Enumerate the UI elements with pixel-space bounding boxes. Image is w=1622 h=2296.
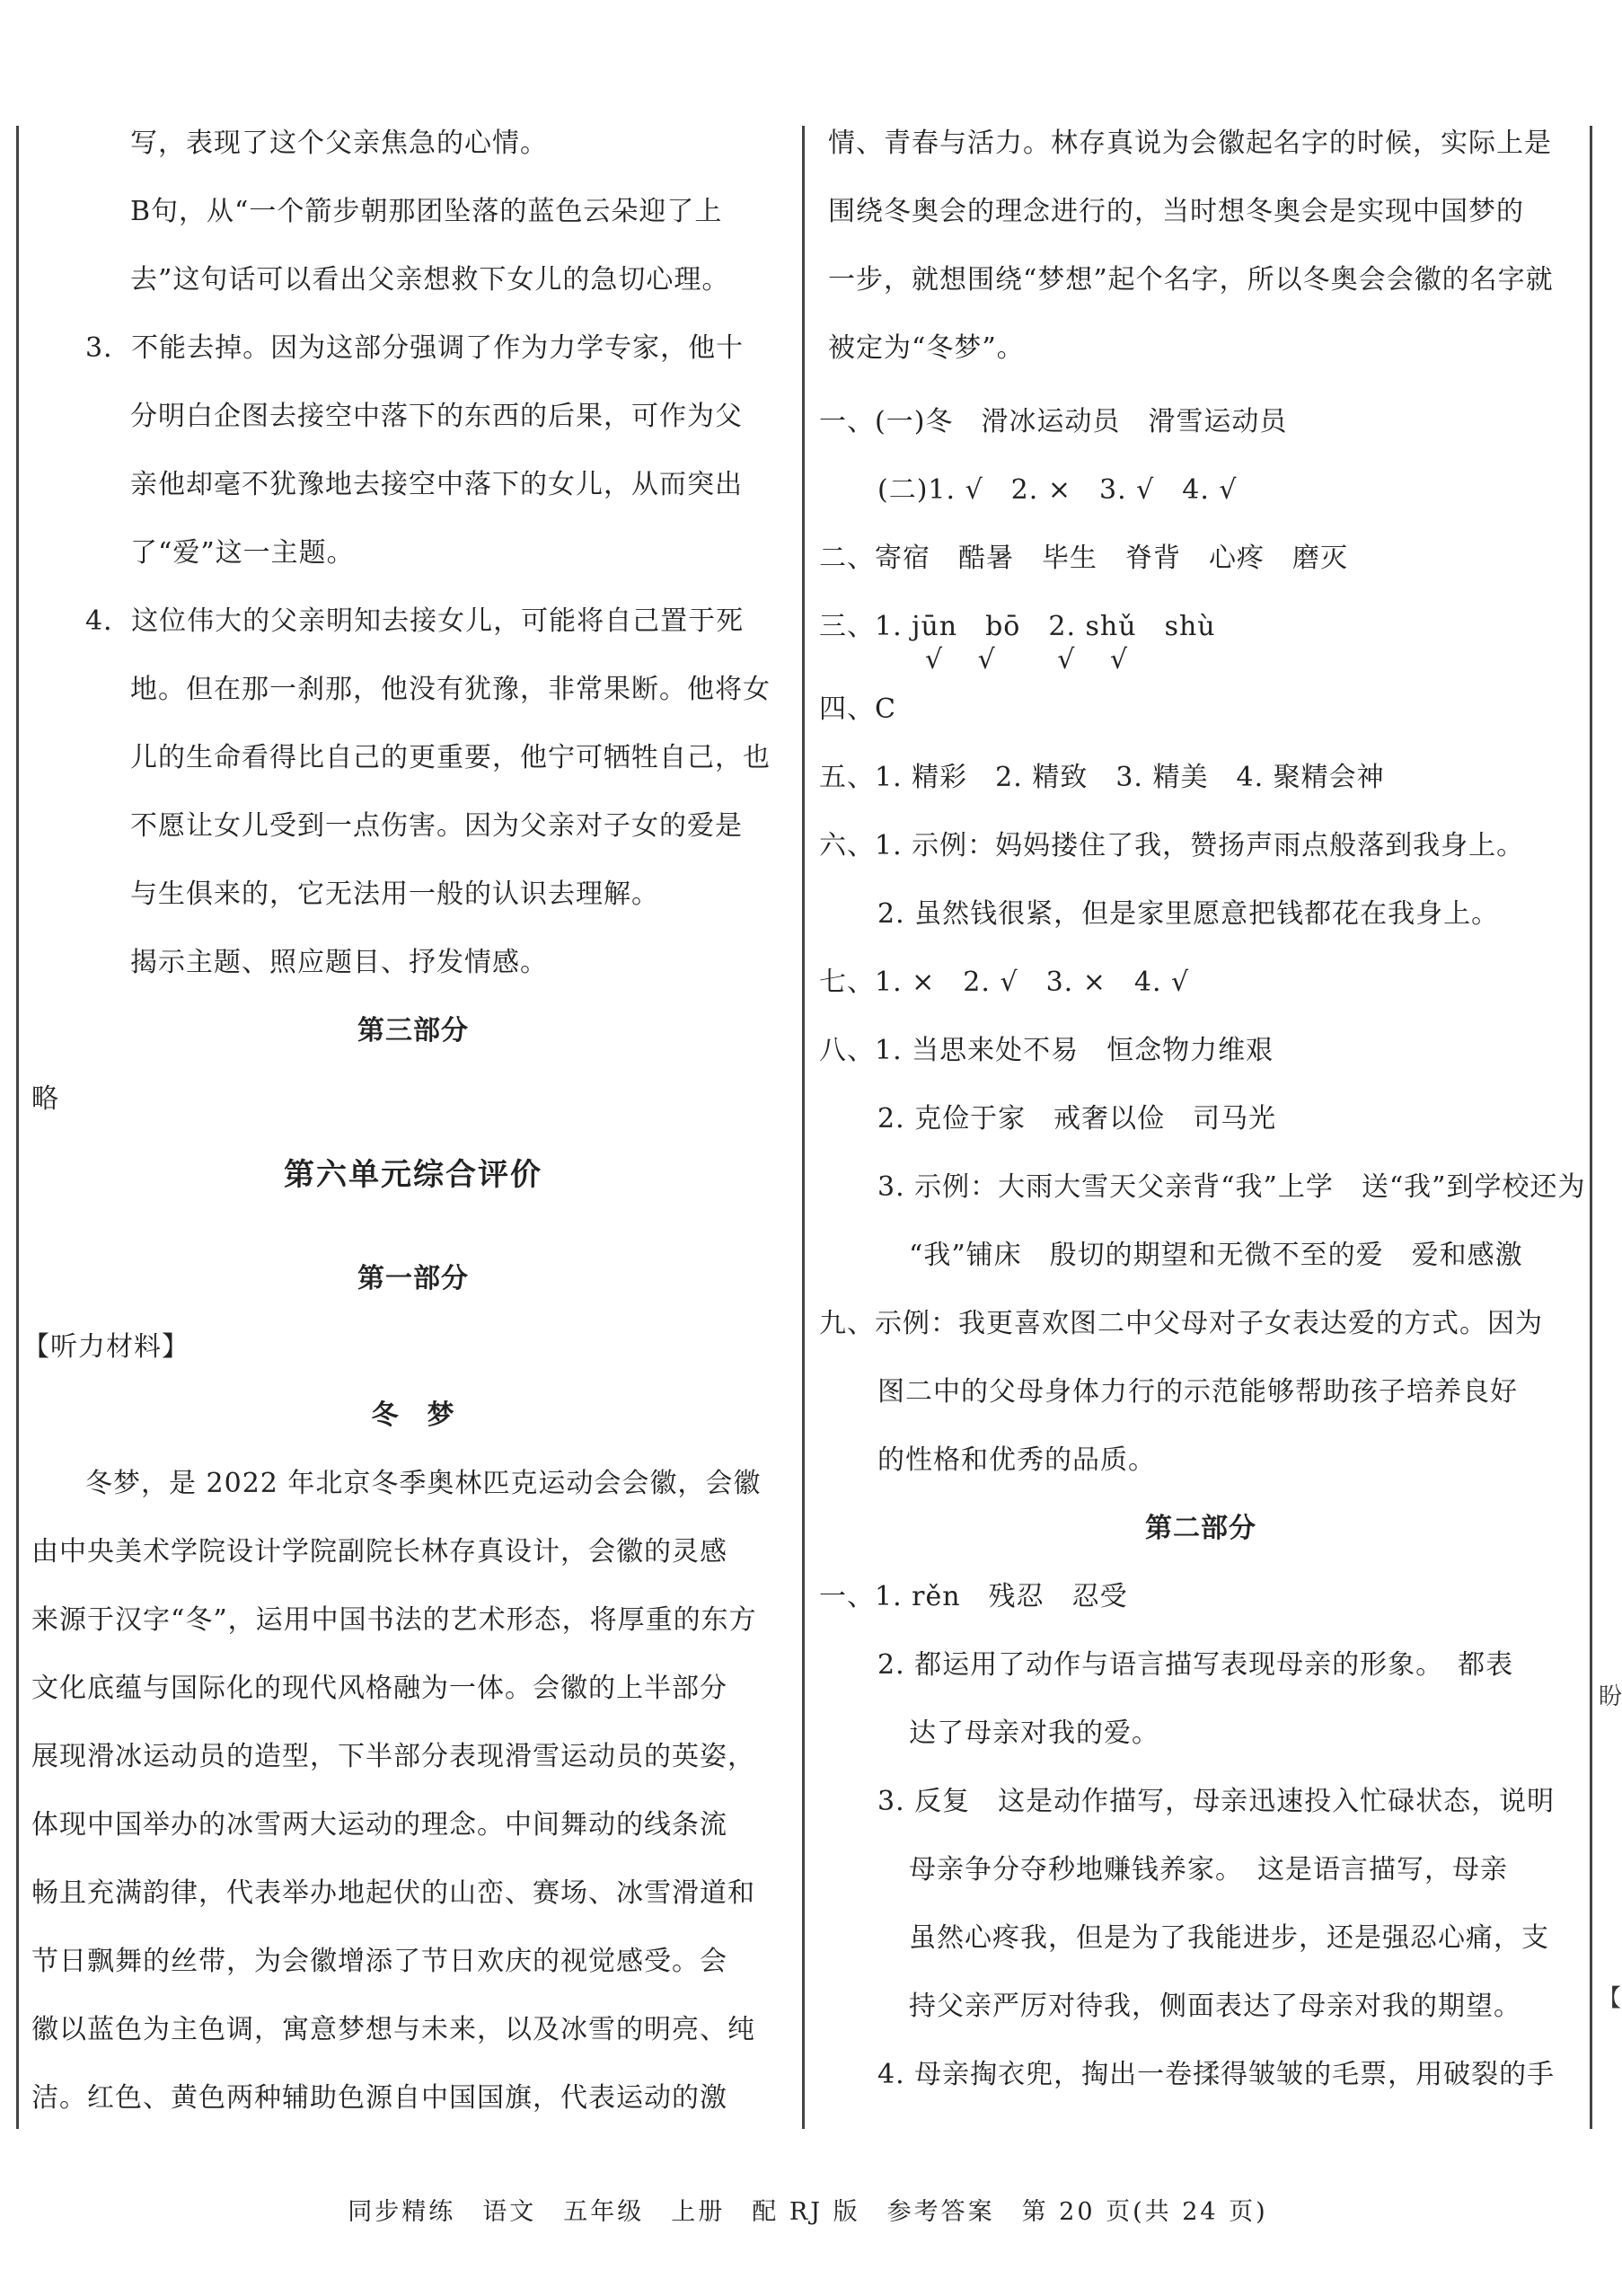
text-line: 揭示主题、照应题目、抒发情感。	[130, 947, 548, 978]
edge-mark: 盼	[1599, 1683, 1622, 1710]
story-line: 来源于汉字“冬”，运用中国书法的艺术形态，将厚重的东方	[31, 1604, 757, 1636]
answer-line: 图二中的父母身体力行的示范能够帮助孩子培养良好	[877, 1376, 1518, 1408]
answer-line: “我”铺床 殷切的期望和无微不至的爱 爱和感激	[909, 1240, 1523, 1271]
part3-title: 第三部分	[357, 1015, 469, 1046]
answer-line: 3. 反复 这是动作描写，母亲迅速投入忙碌状态，说明	[877, 1786, 1556, 1817]
answer-line: 2. 虽然钱很紧，但是家里愿意把钱都花在我身上。	[877, 898, 1500, 930]
answer-line: 二、寄宿 酷暑 毕生 脊背 心疼 磨灭	[819, 543, 1348, 574]
answer-line: 达了母亲对我的爱。	[909, 1718, 1159, 1749]
answer-line: 一、(一)冬 滑冰运动员 滑雪运动员	[819, 406, 1288, 437]
answer-line: 4. 母亲掏衣兜，掏出一卷揉得皱皱的毛票，用破裂的手	[877, 2059, 1556, 2090]
story-line: 体现中国举办的冰雪两大运动的理念。中间舞动的线条流	[31, 1809, 727, 1841]
part1-title: 第一部分	[357, 1263, 469, 1294]
left-column	[22, 126, 795, 2129]
left-margin-rule	[16, 126, 19, 2129]
text-line: 分明白企图去接空中落下的东西的后果，可作为父	[130, 401, 743, 432]
answer-line: (二)1. √ 2. × 3. √ 4. √	[877, 474, 1238, 506]
part2-title: 第二部分	[1145, 1513, 1256, 1544]
story-line: 畅且充满韵律，代表举办地起伏的山峦、赛场、冰雪滑道和	[31, 1877, 755, 1909]
answer-line: 的性格和优秀的品质。	[877, 1444, 1156, 1476]
answer-line: 2. 克俭于家 戒奢以俭 司马光	[877, 1103, 1277, 1135]
answer-line: 四、C	[819, 693, 896, 725]
answer-line: 一、1. rěn 残忍 忍受	[819, 1581, 1128, 1612]
story-title: 冬 梦	[371, 1400, 455, 1431]
story-line: 展现滑冰运动员的造型，下半部分表现滑雪运动员的英姿，	[31, 1741, 755, 1772]
unit-title: 第六单元综合评价	[284, 1157, 542, 1193]
answer-line: 五、1. 精彩 2. 精致 3. 精美 4. 聚精会神	[819, 762, 1385, 793]
text-line: 4．这位伟大的父亲明知去接女儿，可能将自己置于死	[85, 605, 745, 637]
text-line: 写，表现了这个父亲焦急的心情。	[130, 128, 548, 159]
answer-line: 九、示例：我更喜欢图二中父母对子女表达爱的方式。因为	[819, 1308, 1543, 1339]
listening-label: 【听力材料】	[22, 1331, 190, 1363]
column-divider	[802, 126, 805, 2129]
answer-line: 虽然心疼我，但是为了我能进步，还是强忍心痛，支	[909, 1922, 1549, 1954]
answer-line: 持父亲严厉对待我，侧面表达了母亲对我的期望。	[909, 1991, 1521, 2022]
text-line: 了“爱”这一主题。	[130, 537, 355, 569]
answer-line: 母亲争分夺秒地赚钱养家。 这是语言描写，母亲	[909, 1854, 1508, 1885]
edge-mark: 【	[1598, 1985, 1622, 2012]
text-line: 亲他却毫不犹豫地去接空中落下的女儿，从而突出	[130, 469, 743, 500]
part3-text: 略	[31, 1083, 59, 1115]
text-line: 儿的生命看得比自己的更重要，他宁可牺牲自己，也	[130, 742, 771, 773]
answer-line: 2. 都运用了动作与语言描写表现母亲的形象。 都表	[877, 1649, 1514, 1681]
text-line: 去”这句话可以看出父亲想救下女儿的急切心理。	[130, 264, 730, 296]
text-line: 不愿让女儿受到一点伤害。因为父亲对子女的爱是	[130, 810, 743, 842]
story-line: 冬梦，是 2022 年北京冬季奥林匹克运动会会徽，会徽	[85, 1468, 762, 1499]
check-marks-row: √ √ √ √	[925, 644, 1128, 676]
text-line: 地。但在那一刹那，他没有犹豫，非常果断。他将女	[130, 674, 771, 705]
text-line: B句，从“一个箭步朝那团坠落的蓝色云朵迎了上	[130, 196, 723, 227]
answer-line: 六、1. 示例：妈妈搂住了我，赞扬声雨点般落到我身上。	[819, 830, 1525, 861]
story-line: 由中央美术学院设计学院副院长林存真设计，会徽的灵感	[31, 1536, 727, 1567]
text-line: 3．不能去掉。因为这部分强调了作为力学专家，他十	[85, 332, 745, 364]
answer-line: 3. 示例：大雨大雪天父亲背“我”上学 送“我”到学校还为	[877, 1171, 1586, 1203]
answer-line: 三、1. jūn bō 2. shǔ shù	[819, 611, 1216, 642]
story-line: 情、青春与活力。林存真说为会徽起名字的时候，实际上是	[828, 128, 1552, 159]
story-line: 节日飘舞的丝带，为会徽增添了节日欢庆的视觉感受。会	[31, 1946, 727, 1977]
page-footer: 同步精练 语文 五年级 上册 配 RJ 版 参考答案 第 20 页(共 24 页)	[348, 2198, 1268, 2226]
story-line: 被定为“冬梦”。	[828, 332, 1025, 364]
story-line: 文化底蕴与国际化的现代风格融为一体。会徽的上半部分	[31, 1673, 727, 1704]
story-line: 一步，就想围绕“梦想”起个名字，所以冬奥会会徽的名字就	[828, 264, 1554, 296]
answer-line: 八、1. 当思来处不易 恒念物力维艰	[819, 1035, 1274, 1066]
answer-line: 七、1. × 2. √ 3. × 4. √	[819, 967, 1190, 998]
story-line: 洁。红色、黄色两种辅助色源自中国国旗，代表运动的激	[31, 2082, 727, 2114]
story-line: 徽以蓝色为主色调，寓意梦想与未来，以及冰雪的明亮、纯	[31, 2014, 755, 2045]
text-line: 与生俱来的，它无法用一般的认识去理解。	[130, 879, 659, 910]
right-margin-rule	[1590, 126, 1592, 2129]
story-line: 围绕冬奥会的理念进行的，当时想冬奥会是实现中国梦的	[828, 196, 1524, 227]
right-column	[819, 126, 1586, 2129]
